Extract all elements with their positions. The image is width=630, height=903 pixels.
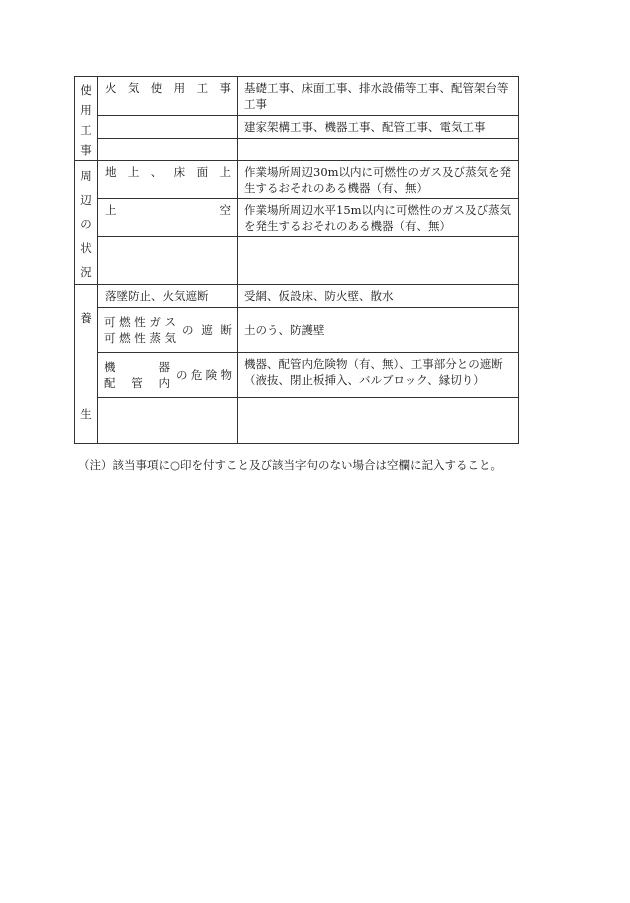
- fire-work-form-table: [74, 76, 519, 444]
- desc-hazard: 機器、配管内危険物（有、無）、工事部分との遮断（液抜、閉止板挿入、バルブロック、縁切り）: [238, 353, 519, 398]
- section-char: の: [80, 217, 92, 231]
- label-fall-prevention: 落墜防止、火気遮断: [98, 285, 238, 308]
- section-char: 工: [80, 123, 92, 137]
- section-char: 状: [80, 241, 92, 255]
- label-gas-shield: 可 燃 性 ガ ス 可 燃 性 蒸 気 の 遮 断: [98, 308, 238, 353]
- section-char: 事: [80, 143, 92, 157]
- desc-upper: 作業場所周辺水平15m以内に可燃性のガス及び蒸気を発生するおそれのある機器（有、無）: [238, 199, 519, 237]
- blank-cell[interactable]: [98, 139, 238, 161]
- label-hazard: 機 器 配 管 内 の 危 険 物: [98, 353, 238, 398]
- blank-cell[interactable]: [238, 398, 519, 444]
- desc-fire-work: 基礎工事、床面工事、排水設備等工事、配管架台等工事: [238, 77, 519, 116]
- desc-ground: 作業場所周辺30m以内に可燃性のガス及び蒸気を発生するおそれのある機器（有、無）: [238, 161, 519, 199]
- desc-fall-prevention: 受網、仮設床、防火壁、散水: [238, 285, 519, 308]
- desc-gas-shield: 土のう、防護壁: [238, 308, 519, 353]
- footnote: （注）該当事項に○印を付すこと及び該当字句のない場合は空欄に記入すること。: [78, 458, 503, 472]
- section-char: 周: [80, 169, 92, 183]
- section-char: 生: [80, 407, 92, 421]
- section-char: 況: [80, 265, 92, 279]
- label-fire-work: 火 気 使 用 工 事: [98, 77, 238, 116]
- blank-cell[interactable]: [98, 398, 238, 444]
- section-char: 養: [80, 311, 92, 325]
- desc-fire-work-2: 建家架構工事、機器工事、配管工事、電気工事: [238, 115, 519, 139]
- blank-cell[interactable]: [238, 237, 519, 285]
- blank-cell[interactable]: [98, 115, 238, 139]
- label-ground: 地 上 、 床 面 上: [98, 161, 238, 199]
- section-surroundings: [75, 161, 98, 285]
- blank-cell[interactable]: [238, 139, 519, 161]
- blank-cell[interactable]: [98, 237, 238, 285]
- section-char: 辺: [80, 193, 92, 207]
- section-char: 用: [80, 103, 92, 117]
- section-fire-work: [75, 77, 98, 161]
- section-protection: [75, 285, 98, 444]
- section-char: 使: [80, 83, 92, 97]
- label-upper: 上 空: [98, 199, 238, 237]
